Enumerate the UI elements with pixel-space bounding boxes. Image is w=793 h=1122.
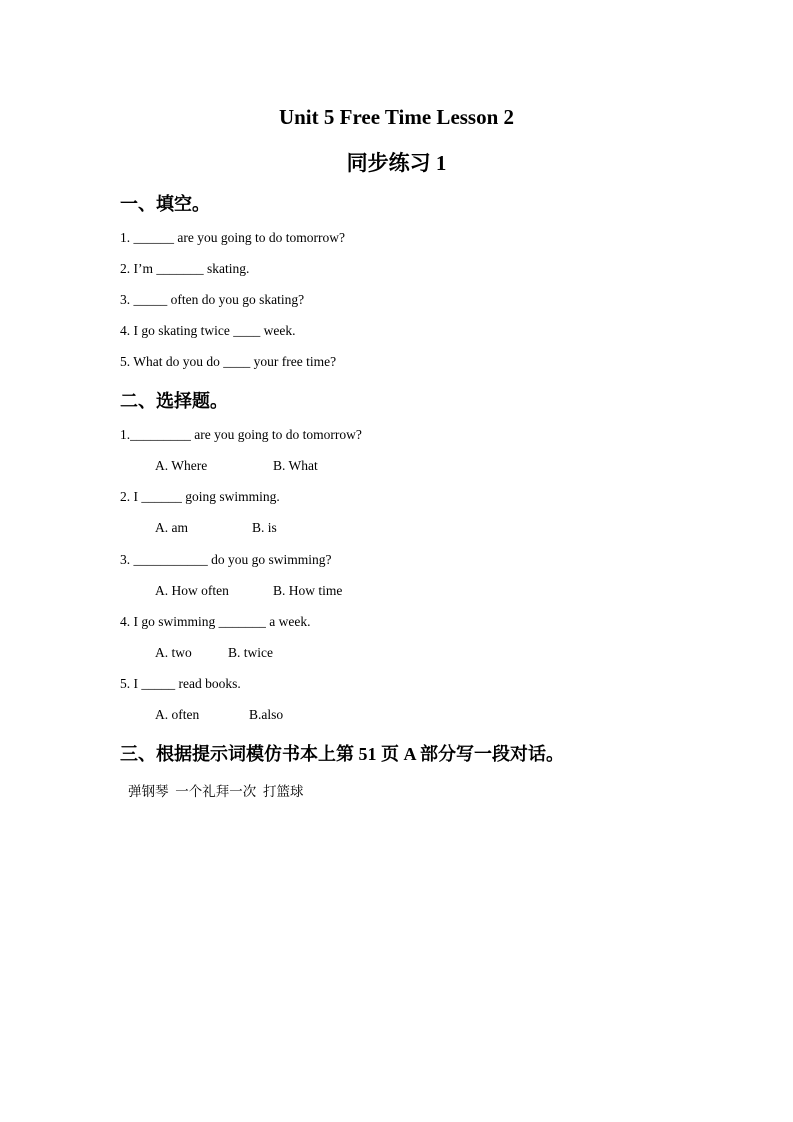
choice-question-4: 4. I go swimming _______ a week. — [120, 614, 311, 629]
fill-blank-item-2: 2. I’m _______ skating. — [120, 261, 250, 276]
document-title: Unit 5 Free Time Lesson 2 — [278, 105, 515, 129]
choice-3-option-b: B. How time — [273, 583, 343, 598]
choice-question-2: 2. I ______ going swimming. — [120, 489, 280, 504]
choice-question-1: 1._________ are you going to do tomorrow? — [120, 427, 362, 442]
fill-blank-item-4: 4. I go skating twice ____ week. — [120, 323, 296, 338]
choice-2-option-a: A. am — [155, 520, 188, 535]
choice-5-option-b: B.also — [249, 707, 284, 722]
choice-1-option-a: A. Where — [155, 458, 208, 473]
fill-blank-item-5: 5. What do you do ____ your free time? — [120, 354, 337, 369]
section1-heading: 一、填空。 — [120, 194, 210, 214]
dialogue-hint-words: 弹钢琴 一个礼拜一次 打篮球 — [128, 784, 304, 799]
choice-question-3: 3. ___________ do you go swimming? — [120, 552, 332, 567]
choice-4-option-a: A. two — [155, 645, 192, 660]
fill-blank-item-3: 3. _____ often do you go skating? — [120, 292, 305, 307]
choice-4-option-b: B. twice — [228, 645, 273, 660]
choice-1-option-b: B. What — [273, 458, 318, 473]
section3-heading: 三、根据提示词模仿书本上第 51 页 A 部分写一段对话。 — [120, 744, 565, 764]
fill-blank-item-1: 1. ______ are you going to do tomorrow? — [120, 230, 345, 245]
choice-5-option-a: A. often — [155, 707, 200, 722]
choice-2-option-b: B. is — [252, 520, 277, 535]
section2-heading: 二、选择题。 — [120, 391, 228, 411]
choice-question-5: 5. I _____ read books. — [120, 676, 241, 691]
document-subtitle: 同步练习 1 — [346, 151, 447, 175]
choice-3-option-a: A. How often — [155, 583, 229, 598]
